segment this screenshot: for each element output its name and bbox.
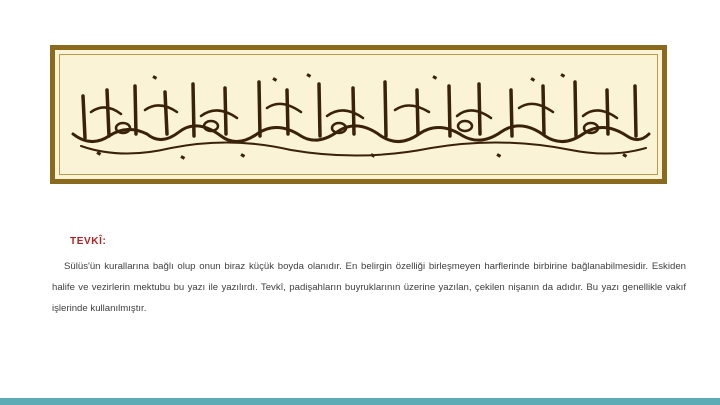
section-paragraph: Sülüs'ün kurallarına bağlı olup onun biraz küçük boyda olanıdır. En belirgin özelliği birleşmeyen harflerinde birbirine bağlanabilmesidir. Eskiden halife ve vezirlerin mektubu bu yazı ile yazılırdı. Tevkî, padişahların buyruklarının üzerine yazılan, çekilen nişanın da adıdır. Bu yazı genellikle vakıf işlerinde kullanılmıştır. [52, 261, 686, 314]
calligraphy-panel [50, 45, 667, 184]
calligraphy-image [61, 56, 658, 173]
bottom-accent-bar [0, 398, 720, 405]
section-heading: TEVKÎ: [70, 236, 107, 247]
